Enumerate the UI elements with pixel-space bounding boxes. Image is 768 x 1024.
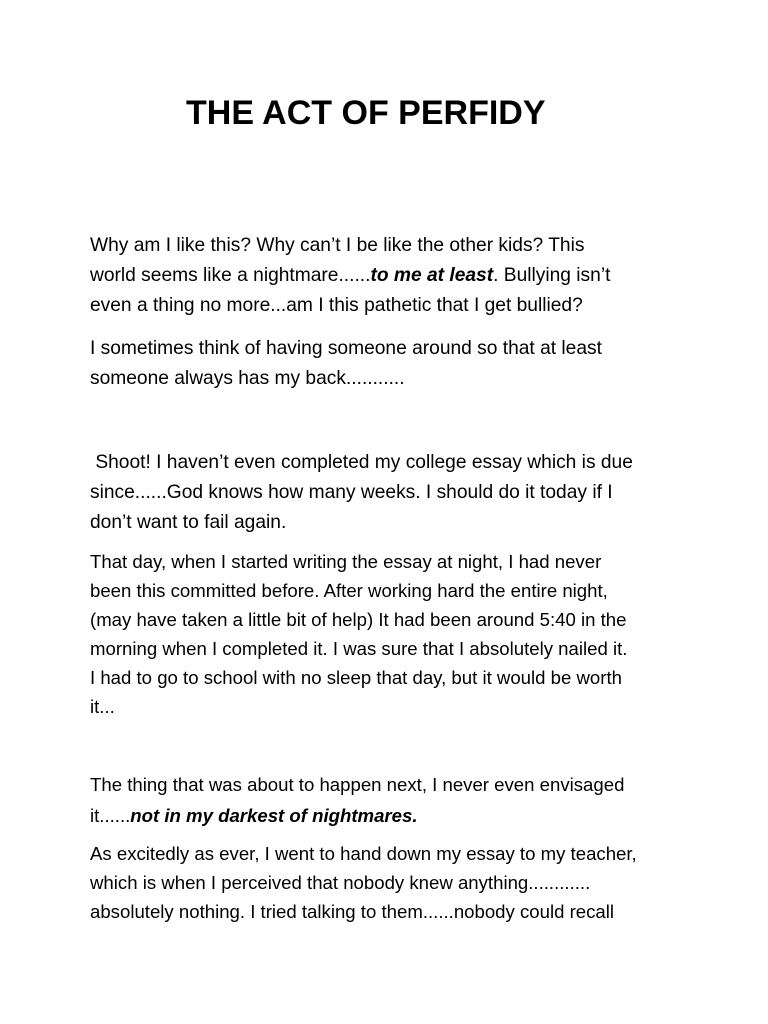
paragraph-4-line-2: been this committed before. After working hard the entire night, xyxy=(90,580,608,601)
document-title: THE ACT OF PERFIDY xyxy=(186,94,546,132)
paragraph-3 xyxy=(90,448,690,538)
paragraph-1-line-1: Why am I like this? Why can’t I be like the other kids? This xyxy=(90,235,585,256)
paragraph-6-line-2: which is when I perceived that nobody knew anything............ xyxy=(90,872,591,893)
paragraph-5-emphasis: not in my darkest of nightmares. xyxy=(130,805,418,826)
paragraph-5-line-1: The thing that was about to happen next, I never even envisaged xyxy=(90,774,625,795)
paragraph-5-line-2-text: it...... xyxy=(90,805,131,826)
paragraph-6-line-3: absolutely nothing. I tried talking to them......nobody could recall xyxy=(90,901,615,922)
paragraph-3-line-3: don’t want to fail again. xyxy=(90,512,287,533)
paragraph-4 xyxy=(90,547,690,721)
paragraph-2-line-2: someone always has my back........... xyxy=(90,368,405,389)
paragraph-1-emphasis: to me at least xyxy=(370,265,494,286)
paragraph-5 xyxy=(90,769,690,831)
paragraph-3-line-2: since......God knows how many weeks. I should do it today if I xyxy=(90,482,613,503)
paragraph-2 xyxy=(90,334,690,394)
paragraph-1-line-2-tail: . Bullying isn’t xyxy=(493,265,611,286)
paragraph-5-line-2 xyxy=(90,800,690,831)
paragraph-4-line-5: I had to go to school with no sleep that day, but it would be worth xyxy=(90,667,622,688)
paragraph-4-line-3: (may have taken a little bit of help) It had been around 5:40 in the xyxy=(90,609,627,630)
paragraph-3-line-1: Shoot! I haven’t even completed my college essay which is due xyxy=(90,452,633,473)
paragraph-6-line-1: As excitedly as ever, I went to hand down my essay to my teacher, xyxy=(90,843,637,864)
paragraph-1-line-2-text: world seems like a nightmare...... xyxy=(90,265,371,286)
paragraph-1 xyxy=(90,231,690,321)
paragraph-4-line-6: it... xyxy=(90,696,115,717)
paragraph-6 xyxy=(90,839,690,926)
paragraph-1-line-3: even a thing no more...am I this pathetic that I get bullied? xyxy=(90,295,583,316)
paragraph-1-line-2 xyxy=(90,261,690,291)
paragraph-4-line-1: That day, when I started writing the essay at night, I had never xyxy=(90,551,602,572)
paragraph-2-line-1: I sometimes think of having someone around so that at least xyxy=(90,338,602,359)
paragraph-4-line-4: morning when I completed it. I was sure that I absolutely nailed it. xyxy=(90,638,628,659)
